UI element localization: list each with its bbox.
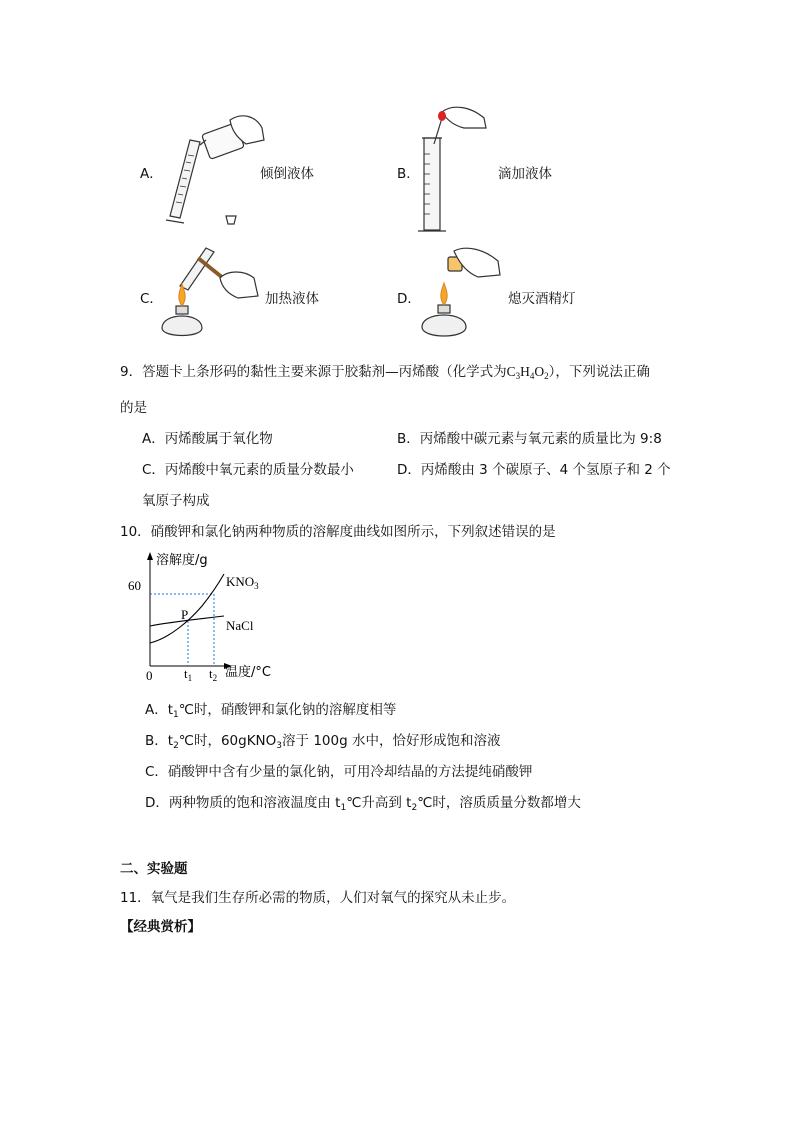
q9-stem-part-b: ），下列说法正确: [548, 364, 650, 380]
classic-analysis-heading: 【经典赏析】: [120, 919, 201, 935]
kno3-label: $KNO_3$: [226, 574, 259, 591]
q10-stem: 10．硝酸钾和氯化钠两种物质的溶解度曲线如图所示，下列叙述错误的是: [120, 524, 556, 540]
dropping-liquid-illustration: [412, 104, 492, 236]
q9-option-d: D．丙烯酸由 3 个碳原子、4 个氢原子和 2 个: [397, 462, 671, 478]
q10-b-sub2: 3: [276, 741, 283, 751]
q9-stem-line2: 的是: [120, 400, 147, 416]
option-d-letter: D．: [397, 291, 421, 307]
y-axis-label: 溶解度/g: [156, 553, 208, 568]
q9-stem: [120, 360, 650, 381]
option-c-letter: C．: [140, 291, 163, 307]
q10-b-letter: B．t: [145, 733, 174, 749]
y-axis-arrow: [147, 552, 153, 560]
formula-c-sub: 3: [515, 371, 521, 381]
q11-stem: 11．氧气是我们生存所必需的物质，人们对氧气的探究从未止步。: [120, 890, 516, 906]
t2-label: $t_2$: [209, 666, 218, 683]
q10-b-sub: 2: [173, 741, 179, 751]
y-tick-60: 60: [128, 578, 141, 593]
nacl-label: NaCl: [226, 618, 254, 633]
section-heading: 二、实验题: [120, 861, 188, 877]
option-a-text: 倾倒液体: [260, 166, 314, 182]
formula-o: O: [534, 364, 545, 379]
heating-liquid-illustration: [158, 240, 268, 344]
q9-option-a: A．丙烯酸属于氧化物: [142, 431, 273, 447]
formula-o-sub: 2: [544, 371, 549, 381]
q9-option-c: C．丙烯酸中氧元素的质量分数最小: [142, 462, 354, 478]
q9-stem-part-a: 9．答题卡上条形码的黏性主要来源于胶黏剂—丙烯酸（化学式为: [120, 364, 507, 380]
q10-option-c: C．硝酸钾中含有少量的氯化钠，可用冷却结晶的方法提纯硝酸钾: [145, 764, 533, 780]
q10-d-sub1: 1: [340, 803, 347, 813]
formula-h-sub: 4: [529, 371, 535, 381]
option-c-text: 加热液体: [265, 291, 319, 307]
q10-option-b: [145, 729, 500, 751]
q10-d-part-a: D．两种物质的饱和溶液温度由 t: [145, 795, 341, 811]
option-b-letter: B．: [397, 166, 420, 182]
q10-option-d: [145, 791, 581, 813]
option-b-text: 滴加液体: [498, 166, 552, 182]
origin-label: 0: [146, 668, 153, 683]
q10-b-rest: 溶于 100g 水中，恰好形成饱和溶液: [282, 733, 501, 749]
extinguishing-lamp-illustration: [418, 247, 508, 343]
pouring-liquid-illustration: [160, 110, 270, 230]
t1-label: $t_1$: [184, 666, 193, 683]
option-d-text: 熄灭酒精灯: [508, 291, 576, 307]
q10-b-mid: ℃时，60gKNO: [178, 733, 277, 749]
q9-option-b: B．丙烯酸中碳元素与氧元素的质量比为 9:8: [397, 431, 662, 447]
q10-a-letter: A．t: [145, 702, 174, 718]
q10-option-a: [145, 698, 396, 720]
x-axis-label: 温度/°C: [225, 665, 271, 680]
q10-a-sub: 1: [173, 710, 179, 720]
solubility-chart: [120, 548, 300, 683]
q9-formula: [507, 364, 549, 379]
q10-d-part-c: ℃时，溶质质量分数都增大: [417, 795, 581, 811]
q10-a-rest: ℃时，硝酸钾和氯化钠的溶解度相等: [178, 702, 397, 718]
option-a-letter: A．: [140, 166, 163, 182]
q10-d-part-b: ℃升高到 t: [346, 795, 412, 811]
q9-option-d-continued: 氧原子构成: [142, 493, 210, 509]
formula-c: C: [506, 364, 516, 379]
q10-d-sub2: 2: [411, 803, 418, 813]
formula-h: H: [520, 364, 530, 379]
point-p-label: P: [181, 607, 189, 622]
